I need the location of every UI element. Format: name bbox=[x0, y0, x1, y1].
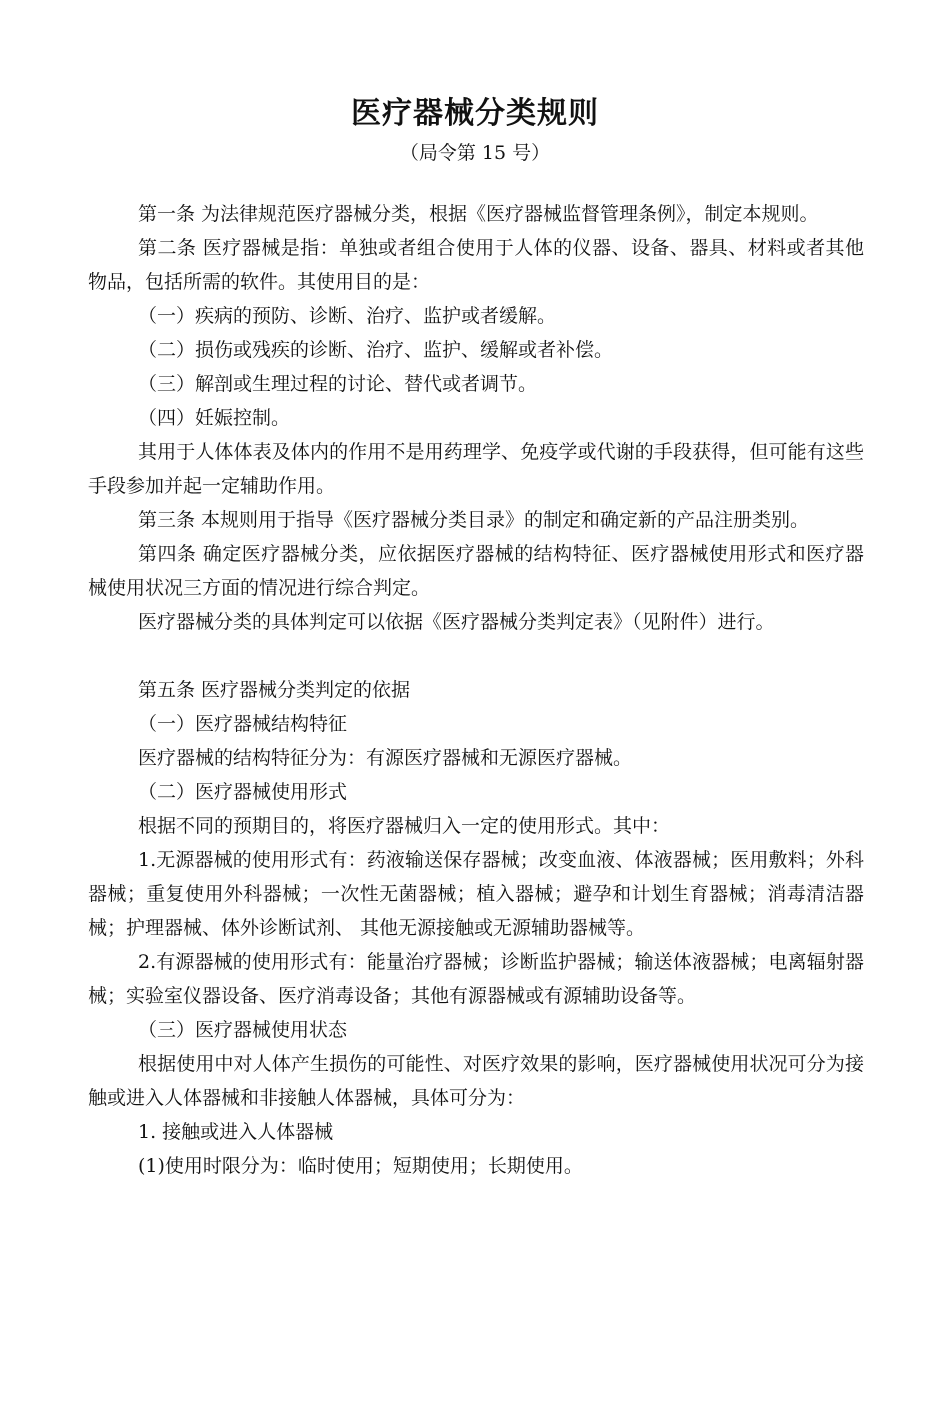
article-2-item-3: （三）解剖或生理过程的讨论、替代或者调节。 bbox=[138, 373, 538, 395]
document-body bbox=[88, 197, 864, 1183]
article-5-section-3: （三）医疗器械使用状态 bbox=[138, 1019, 348, 1041]
article-2-note: 其用于人体体表及体内的作用不是用药理学、免疫学或代谢的手段获得，但可能有这些手段参加并起一定辅助作用。 bbox=[88, 441, 864, 497]
document-title: 医疗器械分类规则 bbox=[351, 96, 599, 131]
article-2: 第二条 医疗器械是指：单独或者组合使用于人体的仪器、设备、器具、材料或者其他物品，包括所需的软件。其使用目的是： bbox=[88, 237, 864, 293]
article-5-section-3-text: 根据使用中对人体产生损伤的可能性、对医疗效果的影响，医疗器械使用状况可分为接触或进入人体器械和非接触人体器械，具体可分为： bbox=[88, 1053, 864, 1109]
article-2-item-4: （四）妊娠控制。 bbox=[138, 407, 291, 429]
article-4: 第四条 确定医疗器械分类，应依据医疗器械的结构特征、医疗器械使用形式和医疗器械使用状况三方面的情况进行综合判定。 bbox=[88, 543, 864, 599]
document-subtitle: （局令第 15 号） bbox=[399, 142, 551, 164]
blank-line bbox=[88, 639, 864, 673]
article-3: 第三条 本规则用于指导《医疗器械分类目录》的制定和确定新的产品注册类别。 bbox=[138, 509, 810, 531]
article-2-item-1: （一）疾病的预防、诊断、治疗、监护或者缓解。 bbox=[138, 305, 557, 327]
article-5-section-3-item-1: 1. 接触或进入人体器械 bbox=[138, 1121, 334, 1143]
article-5-section-1-text: 医疗器械的结构特征分为：有源医疗器械和无源医疗器械。 bbox=[138, 747, 633, 769]
article-5-section-2-item-1: 1.无源器械的使用形式有：药液输送保存器械；改变血液、体液器械；医用敷料；外科器械；重复使用外科器械；一次性无菌器械；植入器械；避孕和计划生育器械；消毒清洁器械；护理器械、体外诊断试剂、 其他无源接触或无源辅助器械等。 bbox=[88, 849, 864, 939]
article-4-note: 医疗器械分类的具体判定可以依据《医疗器械分类判定表》（见附件）进行。 bbox=[138, 611, 775, 633]
article-2-item-2: （二）损伤或残疾的诊断、治疗、监护、缓解或者补偿。 bbox=[138, 339, 614, 361]
article-5-section-2: （二）医疗器械使用形式 bbox=[138, 781, 348, 803]
article-5-section-2-item-2: 2.有源器械的使用形式有：能量治疗器械；诊断监护器械；输送体液器械；电离辐射器械；实验室仪器设备、医疗消毒设备；其他有源器械或有源辅助设备等。 bbox=[88, 951, 864, 1007]
article-5-section-1: （一）医疗器械结构特征 bbox=[138, 713, 348, 735]
article-5-section-3-item-1-sub-1: (1)使用时限分为：临时使用；短期使用；长期使用。 bbox=[138, 1155, 583, 1177]
article-1: 第一条 为法律规范医疗器械分类，根据《医疗器械监督管理条例》，制定本规则。 bbox=[138, 203, 819, 225]
article-5-section-2-text: 根据不同的预期目的，将医疗器械归入一定的使用形式。其中： bbox=[138, 815, 671, 837]
article-5: 第五条 医疗器械分类判定的依据 bbox=[138, 679, 411, 701]
